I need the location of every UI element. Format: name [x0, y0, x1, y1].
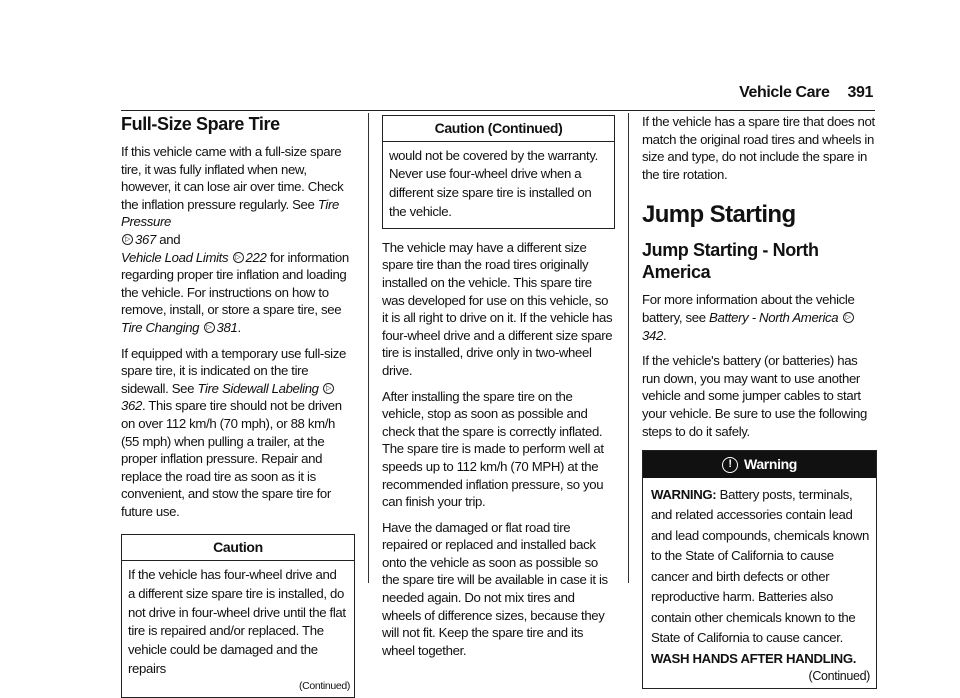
caution-title: Caution	[122, 535, 354, 561]
page-number: 391	[847, 84, 873, 101]
section-title: Vehicle Care	[739, 84, 830, 101]
page-header	[739, 84, 873, 102]
warning-box	[642, 450, 877, 689]
page-ref-icon: ▷	[122, 234, 133, 245]
page-ref-link[interactable]: 362	[121, 398, 142, 414]
chapter-heading: Jump Starting	[642, 201, 796, 229]
page-ref-link[interactable]: 222	[245, 249, 267, 265]
warning-title: Warning	[743, 456, 798, 473]
column-2	[382, 113, 615, 667]
page-ref-link[interactable]: 381	[216, 319, 238, 335]
paragraph: After installing the spare tire on the vehicle, stop as soon as possible and check that the spare is correctly inflated. The spare tire is made to perform well at speeds up to 112 km/h (70 MPH) at the recommended inflation pressure, so you can finish your trip.	[382, 388, 604, 510]
page-ref-icon: ▷	[843, 312, 854, 323]
cross-reference-link[interactable]: Tire Sidewall Labeling	[197, 380, 319, 396]
caution-body: If the vehicle has four-wheel drive and a different size spare tire is installed, do not drive in four-wheel drive until the flat tire is repaired and/or replaced. The vehicle could be damaged and the repairs	[128, 567, 346, 677]
continued-label: (Continued)	[808, 669, 870, 684]
caution-box	[121, 534, 355, 698]
cross-reference-link[interactable]: Vehicle Load Limits	[121, 249, 229, 265]
column-3	[642, 113, 877, 689]
caution-box-continued	[382, 115, 615, 229]
warning-header	[643, 451, 876, 478]
paragraph: For more information about the vehicle battery, see Battery - North America ▷342.	[642, 292, 855, 343]
cross-reference-link[interactable]: Battery - North America	[709, 309, 839, 325]
page-ref-link[interactable]: 367	[135, 231, 156, 247]
paragraph: If the vehicle's battery (or batteries) has run down, you may want to use another vehicle and some jumper cables to start your vehicle. Be sure to use the following steps to do it safely.	[642, 353, 868, 439]
caution-title: Caution (Continued)	[383, 116, 614, 142]
section-heading: Full-Size Spare Tire	[121, 114, 280, 134]
continued-label: (Continued)	[298, 679, 350, 692]
paragraph: Have the damaged or flat road tire repaired or replaced and installed back onto the vehicle as soon as possible so the spare tire will be available in case it is needed again. Do not mix tires and wheels of difference sizes, because they will not fit. Keep the spare tire and its wheel together.	[382, 519, 608, 658]
cross-reference-link[interactable]: Tire Changing	[121, 319, 200, 335]
caution-body: would not be covered by the warranty. Never use four-wheel drive when a different size spare tire is installed on the vehicle.	[389, 147, 598, 219]
cross-reference-link[interactable]: Tire Pressure	[121, 196, 340, 230]
paragraph: If the vehicle has a spare tire that does not match the original road tires and wheels in size and type, do not include the spare in the tire rotation.	[642, 114, 875, 182]
page-ref-icon: ▷	[323, 383, 334, 394]
warning-icon: !	[722, 457, 738, 473]
paragraph: The vehicle may have a different size spare tire than the road tires originally installed on the vehicle. This spare tire was developed for use on this vehicle, so it is all right to drive on it. If the vehicle has four-wheel drive and a different size spare tire is installed, drive only in two-wheel drive.	[382, 239, 613, 378]
column-1	[121, 113, 355, 698]
section-heading: Jump Starting - North America	[642, 240, 819, 283]
header-rule	[121, 110, 875, 111]
page-ref-link[interactable]: 342	[642, 327, 663, 343]
column-divider	[368, 113, 369, 583]
column-divider	[628, 113, 629, 583]
paragraph: If this vehicle came with a full-size spare tire, it was fully inflated when new, however, it can lose air over time. Check the inflation pressure regularly. See Tire Pressure ▷ 367 and Vehicle Load Limits ▷ 222 for information regarding proper tire inflation and loading the vehicle. For instructions on how to remove, install, or store a spare tire, see Tire Changing ▷ 381.	[121, 144, 349, 335]
paragraph: If equipped with a temporary use full-size spare tire, it is indicated on the tire sidewall. See Tire Sidewall Labeling ▷362. This spare tire should not be driven on over 112 km/h (70 mph), or 88 km/h (55 mph) when pulling a trailer, at the proper inflation pressure. Repair and replace the road tire as soon as it is convenient, and stow the spare tire for future use.	[121, 345, 346, 519]
page-ref-icon: ▷	[204, 322, 215, 333]
warning-body: WARNING: Battery posts, terminals, and related accessories contain lead and lead compounds, chemicals known to the State of California to cause cancer and birth defects or other reproductive harm. Batteries also contain other chemicals known to the State of California to cause cancer. WASH HANDS AFTER HANDLING.	[651, 486, 869, 666]
page-ref-icon: ▷	[233, 252, 244, 263]
